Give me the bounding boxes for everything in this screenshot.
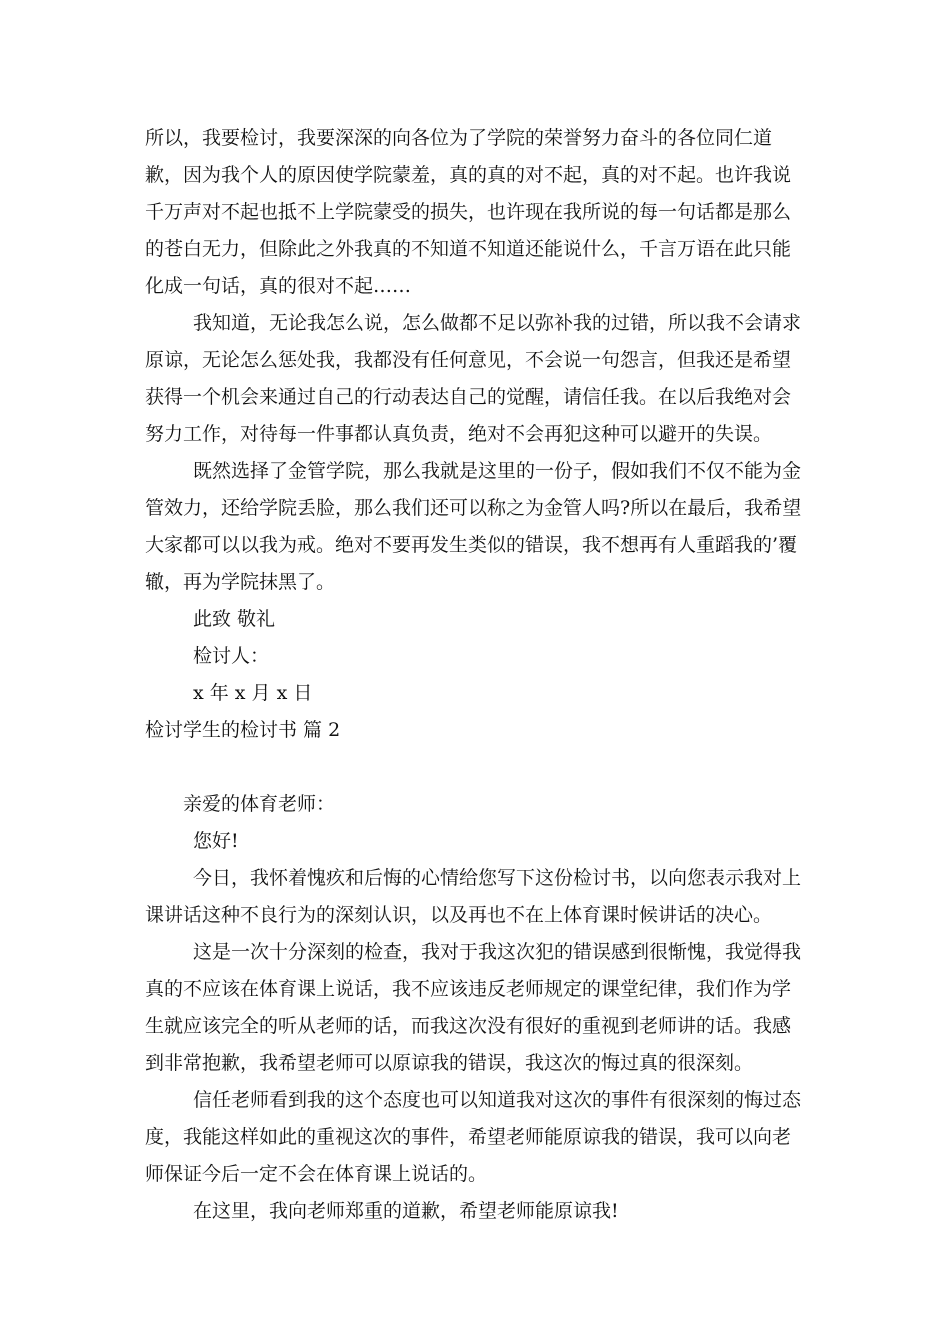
paragraph: 今日，我怀着愧疚和后悔的心情给您写下这份检讨书，以向您表示我对上课讲话这种不良行为的深刻认识，以及再也不在上体育课时候讲话的决心。 xyxy=(145,867,802,926)
section-heading: 检讨学生的检讨书 篇 2 xyxy=(145,719,341,741)
paragraph: 我知道，无论我怎么说，怎么做都不足以弥补我的过错，所以我不会请求原谅，无论怎么惩处我，我都没有任何意见，不会说一句怨言，但我还是希望获得一个机会来通过自己的行动表达自己的觉醒，请信任我。在以后我绝对会努力工作，对待每一件事都认真负责，绝对不会再犯这种可以避开的失误。 xyxy=(145,312,802,445)
paragraph: 所以，我要检讨，我要深深的向各位为了学院的荣誉努力奋斗的各位同仁道歉，因为我个人的原因使学院蒙羞，真的真的对不起，真的对不起。也许我说千万声对不起也抵不上学院蒙受的损失，也许现在我所说的每一句话都是那么的苍白无力，但除此之外我真的不知道不知道还能说什么，千言万语在此只能化成一句话，真的很对不起…… xyxy=(145,127,792,297)
letter-part-1 xyxy=(145,120,805,1230)
recipient-salutation: 亲爱的体育老师： xyxy=(183,793,336,815)
closing-salutation: 此致 敬礼 xyxy=(193,608,276,630)
paragraph: 在这里，我向老师郑重的道歉，希望老师能原谅我! xyxy=(193,1200,619,1222)
paragraph: 这是一次十分深刻的检查，我对于我这次犯的错误感到很惭愧，我觉得我真的不应该在体育课上说话，我不应该违反老师规定的课堂纪律，我们作为学生就应该完全的听从老师的话，而我这次没有很好的重视到老师讲的话。我感到非常抱歉，我希望老师可以原谅我的错误，我这次的悔过真的很深刻。 xyxy=(145,941,802,1074)
greeting: 您好! xyxy=(193,830,239,852)
blank-line xyxy=(145,749,805,786)
date-line: x 年 x 月 x 日 xyxy=(193,682,313,704)
signer-label: 检讨人： xyxy=(193,645,270,667)
paragraph: 信任老师看到我的这个态度也可以知道我对这次的事件有很深刻的悔过态度，我能这样如此的重视这次的事件，希望老师能原谅我的错误，我可以向老师保证今后一定不会在体育课上说话的。 xyxy=(145,1089,802,1185)
paragraph: 既然选择了金管学院，那么我就是这里的一份子，假如我们不仅不能为金管效力，还给学院丢脸，那么我们还可以称之为金管人吗?所以在最后，我希望大家都可以以我为戒。绝对不要再发生类似的错误，我不想再有人重蹈我的’覆辙，再为学院抹黑了。 xyxy=(145,460,802,593)
